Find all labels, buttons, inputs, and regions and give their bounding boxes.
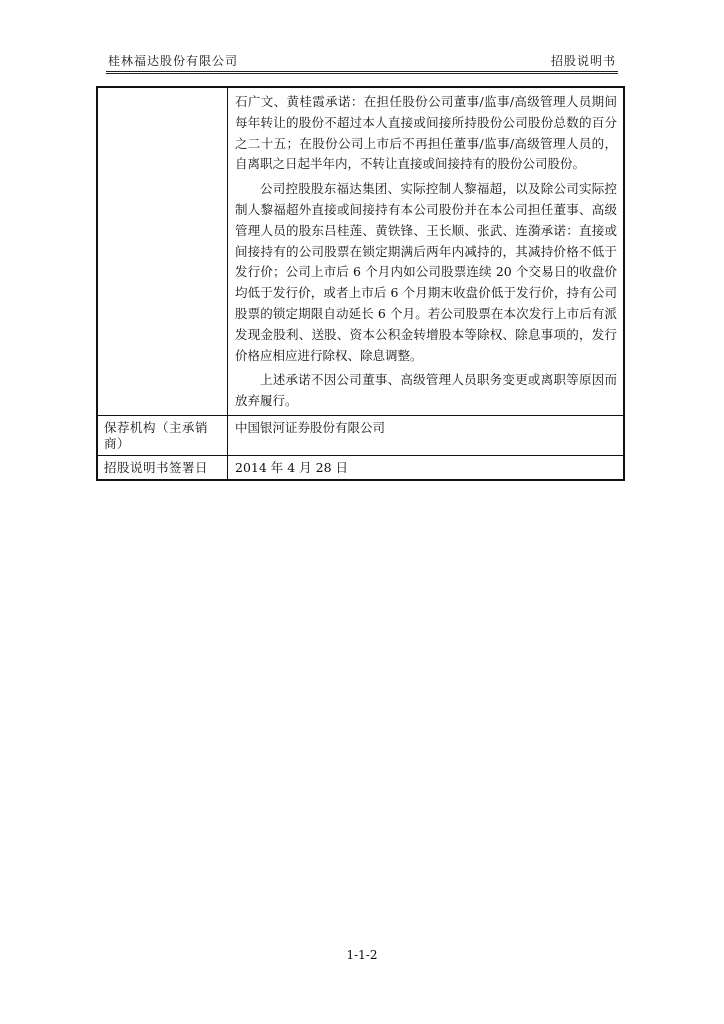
table-row-sign-date — [98, 455, 623, 479]
table-row-sponsor — [98, 415, 623, 455]
commitment-text-cell — [228, 88, 623, 415]
document-type: 招股说明书 — [550, 54, 616, 68]
header-divider — [106, 71, 618, 74]
row-label-empty — [98, 88, 228, 415]
sign-date-value: 2014 年 4 月 28 日 — [235, 459, 349, 475]
company-name: 桂林福达股份有限公司 — [108, 54, 239, 68]
sign-date-label: 招股说明书签署日 — [98, 456, 228, 479]
commitment-paragraph-2: 公司控股股东福达集团、实际控制人黎福超，以及除公司实际控制人黎福超外直接或间接持有本公司股份并在本公司担任董事、高级管理人员的股东吕桂莲、黄铁锋、王长顺、张武、连漪承诺：直接或间接持有的公司股票在锁定期满后两年内减持的，其减持价格不低于发行价；公司上市后 6 个月内如公司股票连续 20 个交易日的收盘价均低于发行价，或者上市后 6 个月期末收盘价低于发行价，持有公司股票的锁定期限自动延长 6 个月。若公司股票在本次发行上市后有派发现金股利、送股、资本公积金转增股本等除权、除息事项的，发行价格应相应进行除权、除息调整。 — [235, 181, 617, 363]
sponsor-label: 保荐机构（主承销商） — [98, 416, 228, 455]
commitment-paragraph-3: 上述承诺不因公司董事、高级管理人员职务变更或离职等原因而放弃履行。 — [235, 372, 617, 409]
sponsor-value: 中国银河证券股份有限公司 — [235, 419, 386, 435]
page-header — [108, 50, 616, 70]
page-number: 1-1-2 — [346, 948, 378, 962]
commitment-paragraph-1: 石广文、黄桂霞承诺：在担任股份公司董事/监事/高级管理人员期间每年转让的股份不超过本人直接或间接所持股份公司股份总数的百分之二十五；在股份公司上市后不再担任董事/监事/高级管理人员的，自离职之日起半年内，不转让直接或间接持有的股份公司股份。 — [235, 94, 617, 172]
table-row-commitments — [98, 88, 623, 415]
commitment-table — [96, 86, 625, 481]
